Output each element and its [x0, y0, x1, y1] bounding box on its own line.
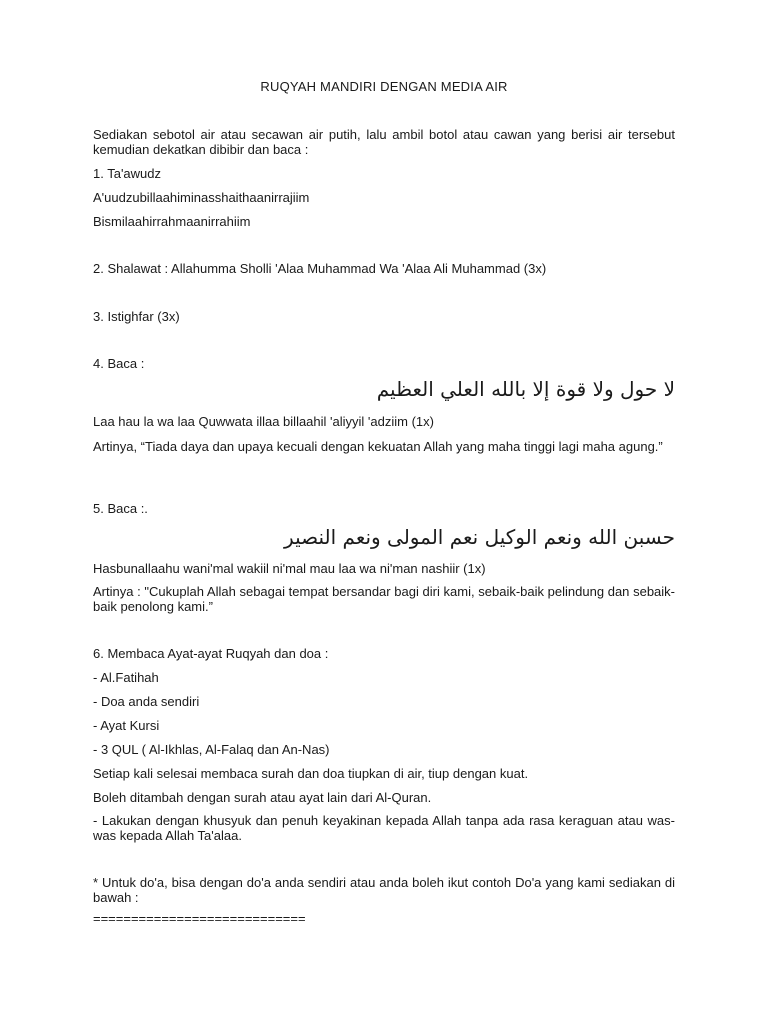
step4-arabic-text: لا حول ولا قوة إلا بالله العلي العظيم — [376, 377, 675, 401]
list-item: - Doa anda sendiri — [93, 694, 200, 709]
step1-line1: A'uudzubillaahiminasshaithaanirrajiim — [93, 190, 310, 205]
step5-heading: 5. Baca :. — [93, 501, 148, 516]
step2-heading: 2. Shalawat : Allahumma Sholli 'Alaa Muhammad Wa 'Alaa Ali Muhammad (3x) — [93, 261, 547, 276]
step6-heading: 6. Membaca Ayat-ayat Ruqyah dan doa : — [93, 646, 329, 661]
step5-arabic-text: حسبن الله ونعم الوكيل نعم المولى ونعم النصير — [284, 525, 675, 549]
step6-note1: Setiap kali selesai membaca surah dan doa tiupkan di air, tiup dengan kuat. — [93, 766, 529, 781]
footnote-paragraph: * Untuk do'a, bisa dengan do'a anda sendiri atau anda boleh ikut contoh Do'a yang kami sediakan di bawah : — [93, 875, 675, 905]
step1-line2: Bismilaahirrahmaanirrahiim — [93, 214, 251, 229]
document-title: RUQYAH MANDIRI DENGAN MEDIA AIR — [260, 79, 508, 94]
step3-heading: 3. Istighfar (3x) — [93, 309, 180, 324]
step5-meaning: Artinya : "Cukuplah Allah sebagai tempat bersandar bagi diri kami, sebaik-baik pelindung dan sebaik-baik penolong kami.” — [93, 584, 675, 614]
step4-heading: 4. Baca : — [93, 356, 145, 371]
step6-note3: - Lakukan dengan khusyuk dan penuh keyakinan kepada Allah tanpa ada rasa keraguan atau was-was kepada Allah Ta'alaa. — [93, 813, 675, 843]
step6-note2: Boleh ditambah dengan surah atau ayat lain dari Al-Quran. — [93, 790, 432, 805]
step1-heading: 1. Ta'awudz — [93, 166, 162, 181]
step4-latin: Laa hau la wa laa Quwwata illaa billaahil 'aliyyil 'adziim (1x) — [93, 414, 434, 429]
step5-latin: Hasbunallaahu wani'mal wakiil ni'mal mau laa wa ni'man nashiir (1x) — [93, 561, 486, 576]
list-item: - 3 QUL ( Al-Ikhlas, Al-Falaq dan An-Nas) — [93, 742, 330, 757]
intro-paragraph: Sediakan sebotol air atau secawan air putih, lalu ambil botol atau cawan yang berisi air tersebut kemudian dekatkan dibibir dan baca : — [93, 127, 675, 157]
separator-line: ============================ — [93, 911, 306, 926]
list-item: - Al.Fatihah — [93, 670, 159, 685]
step4-meaning: Artinya, “Tiada daya dan upaya kecuali dengan kekuatan Allah yang maha tinggi lagi maha agung.” — [93, 439, 663, 454]
list-item: - Ayat Kursi — [93, 718, 160, 733]
